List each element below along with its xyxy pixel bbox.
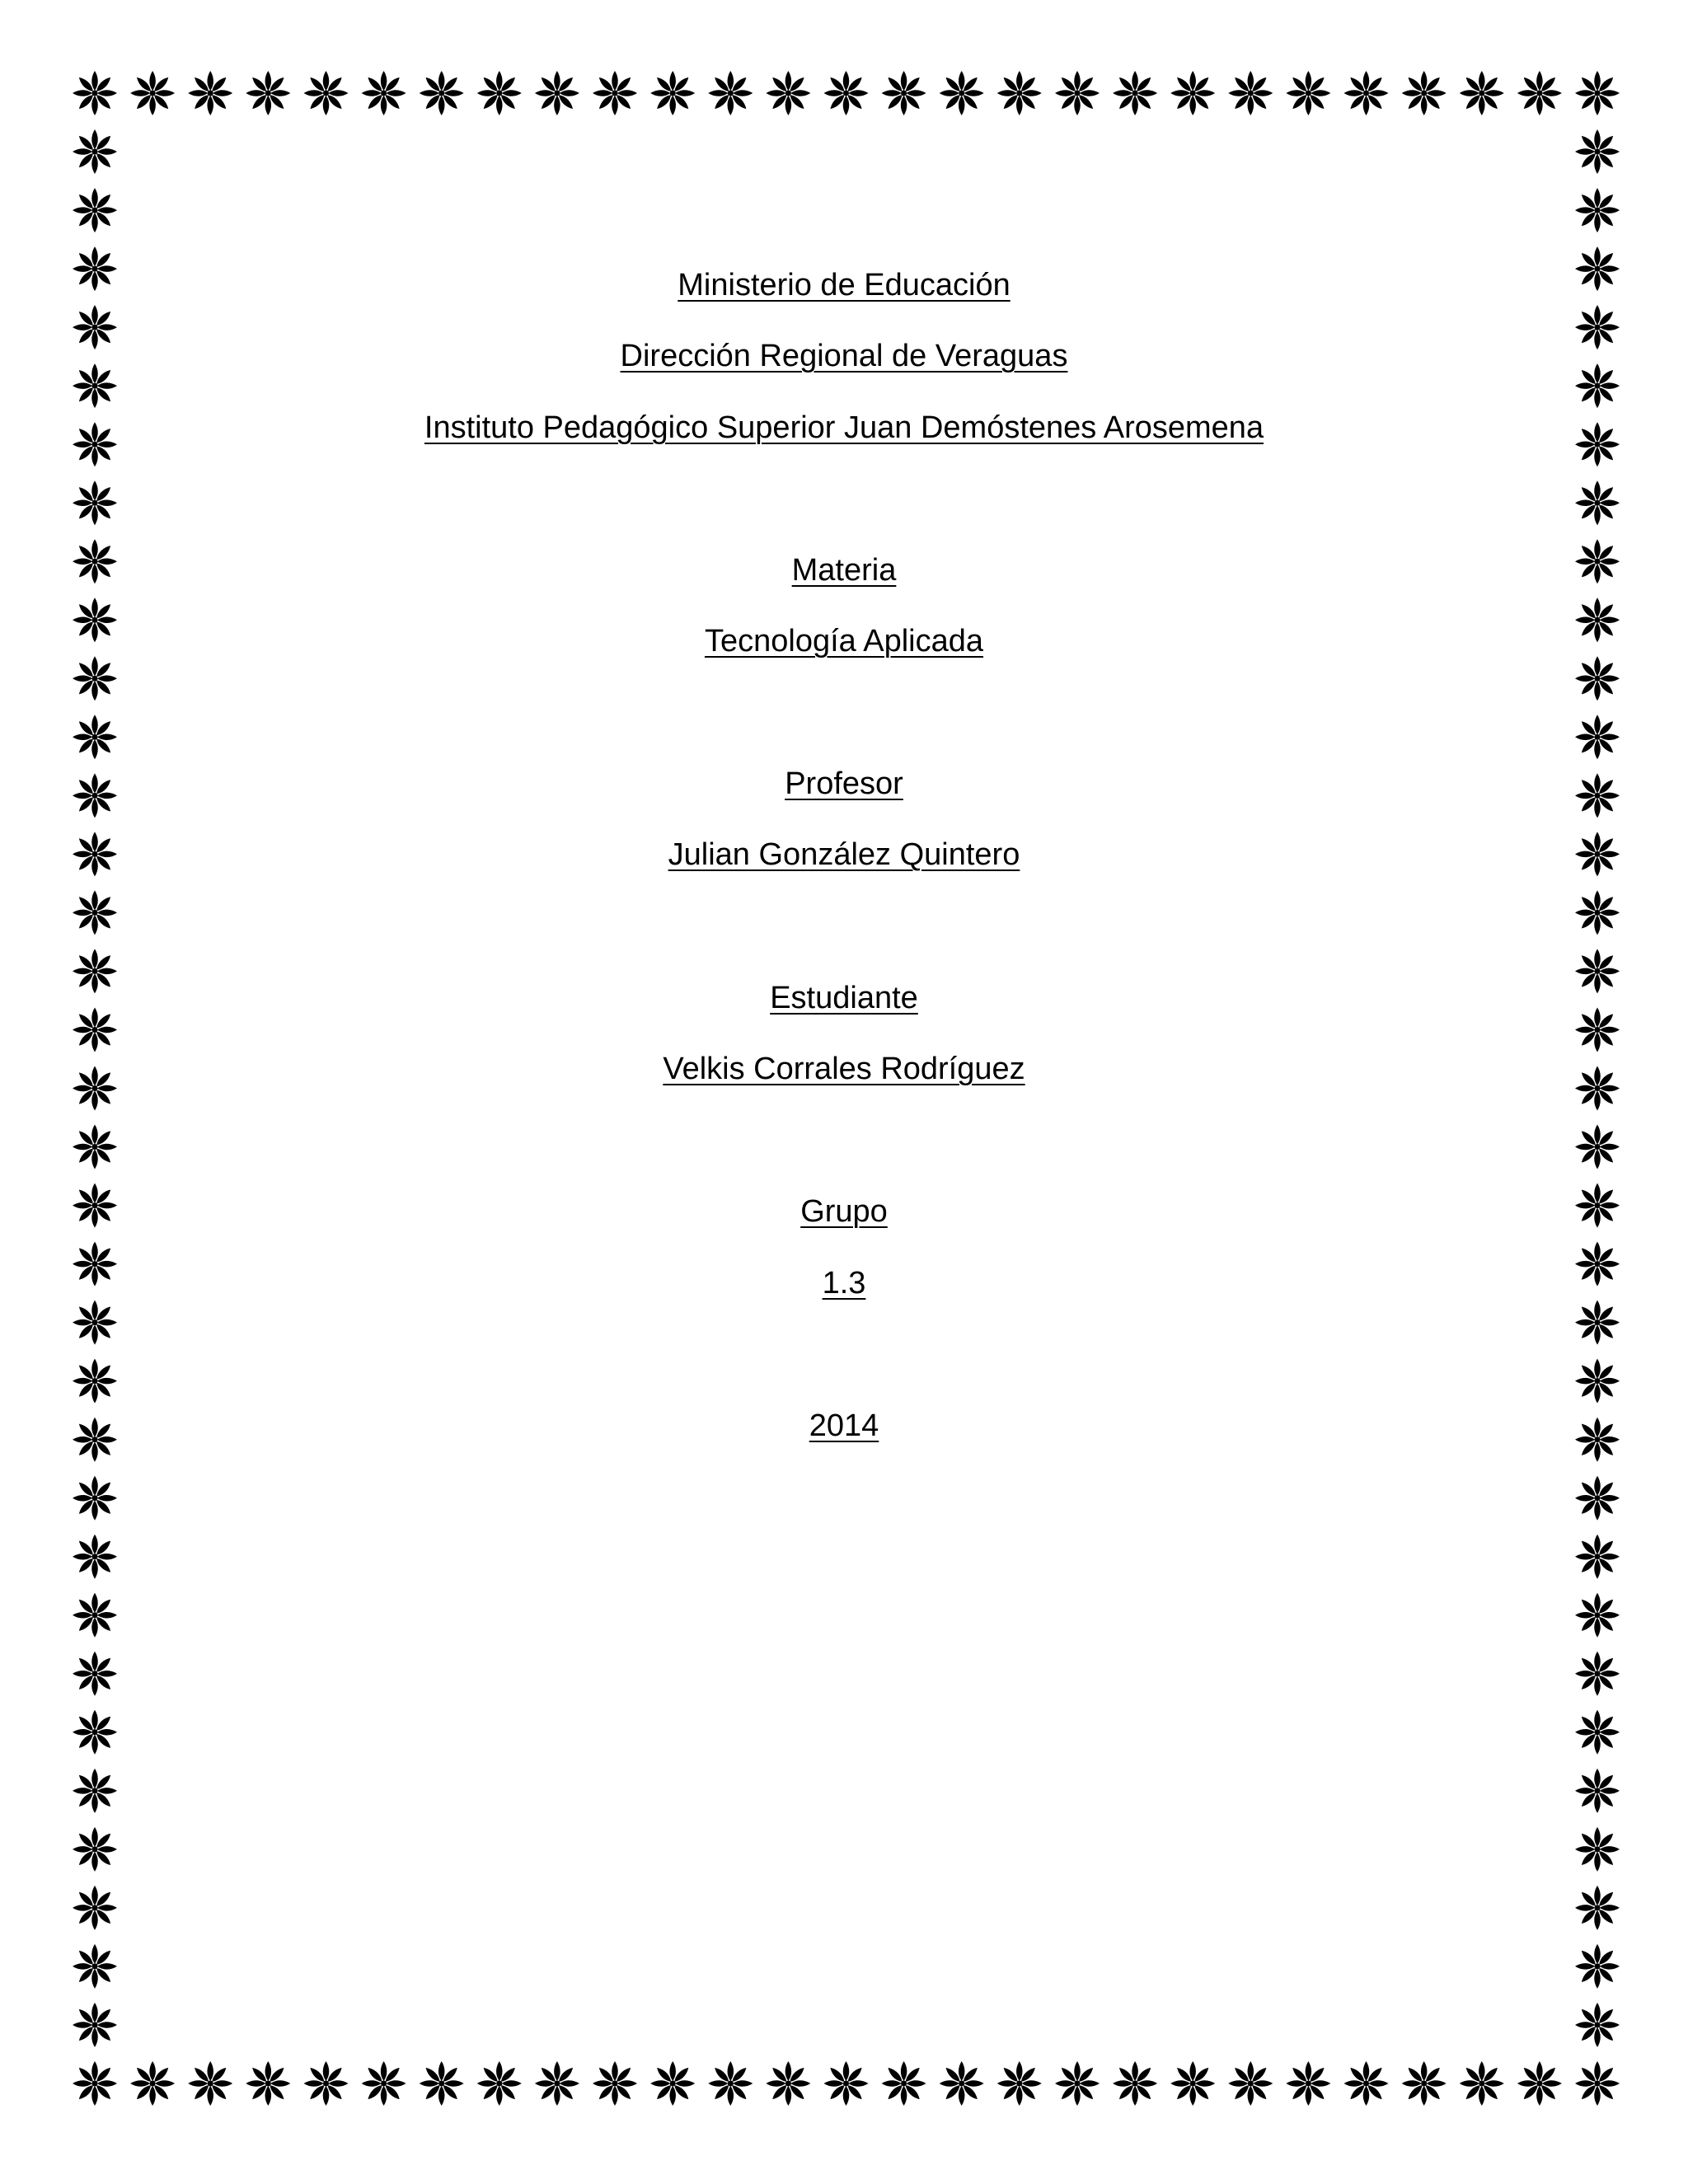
flower-ornament-icon xyxy=(824,2061,869,2106)
flower-ornament-icon xyxy=(477,2061,522,2106)
group-label: Grupo xyxy=(800,1194,888,1229)
flower-ornament-icon xyxy=(1575,715,1620,759)
flower-ornament-icon xyxy=(73,188,117,232)
flower-ornament-icon xyxy=(477,71,522,115)
flower-ornament-icon xyxy=(1055,2061,1100,2106)
flower-ornament-icon xyxy=(73,715,117,759)
flower-ornament-icon xyxy=(73,1476,117,1521)
flower-ornament-icon xyxy=(420,2061,464,2106)
flower-ornament-icon xyxy=(1575,71,1620,115)
flower-ornament-icon xyxy=(882,71,926,115)
flower-ornament-icon xyxy=(73,2003,117,2047)
flower-ornament-icon xyxy=(1575,1944,1620,1989)
flower-ornament-icon xyxy=(246,2061,290,2106)
flower-ornament-icon xyxy=(420,71,464,115)
subject-label-line xyxy=(0,551,1688,590)
group-label-line xyxy=(0,1192,1688,1231)
flower-ornament-icon xyxy=(1402,71,1447,115)
flower-ornament-icon xyxy=(362,71,406,115)
flower-ornament-icon xyxy=(650,71,695,115)
flower-ornament-icon xyxy=(73,1652,117,1696)
flower-ornament-icon xyxy=(1517,2061,1562,2106)
flower-ornament-icon xyxy=(73,656,117,701)
flower-ornament-icon xyxy=(304,2061,349,2106)
flower-ornament-icon xyxy=(1286,2061,1330,2106)
flower-ornament-icon xyxy=(1575,2003,1620,2047)
region-line xyxy=(0,336,1688,376)
flower-ornament-icon xyxy=(304,71,349,115)
flower-ornament-icon xyxy=(1228,71,1273,115)
group-value: 1.3 xyxy=(822,1266,866,1301)
institute-line xyxy=(0,408,1688,448)
teacher-value: Julian González Quintero xyxy=(668,837,1020,872)
group-value-line xyxy=(0,1263,1688,1303)
flower-ornament-icon xyxy=(130,71,175,115)
subject-value-line xyxy=(0,621,1688,661)
subject-value: Tecnología Aplicada xyxy=(704,624,984,658)
teacher-value-line xyxy=(0,835,1688,874)
flower-ornament-icon xyxy=(73,480,117,525)
flower-ornament-icon xyxy=(882,2061,926,2106)
student-label: Estudiante xyxy=(770,981,918,1015)
flower-ornament-icon xyxy=(708,71,753,115)
flower-ornament-icon xyxy=(1113,2061,1157,2106)
student-value: Velkis Corrales Rodríguez xyxy=(663,1052,1025,1086)
flower-ornament-icon xyxy=(1113,71,1157,115)
flower-ornament-icon xyxy=(73,129,117,174)
flower-ornament-icon xyxy=(362,2061,406,2106)
flower-ornament-icon xyxy=(73,2061,117,2106)
flower-ornament-icon xyxy=(73,1301,117,1345)
flower-ornament-icon xyxy=(188,2061,232,2106)
flower-ornament-icon xyxy=(1055,71,1100,115)
year-text: 2014 xyxy=(809,1408,879,1443)
student-label-line xyxy=(0,978,1688,1018)
flower-ornament-icon xyxy=(1228,2061,1273,2106)
flower-ornament-icon xyxy=(1344,2061,1389,2106)
flower-ornament-icon xyxy=(593,71,637,115)
ministry-line xyxy=(0,265,1688,305)
flower-ornament-icon xyxy=(766,71,810,115)
flower-ornament-icon xyxy=(940,71,984,115)
flower-ornament-icon xyxy=(1575,129,1620,174)
teacher-label: Profesor xyxy=(785,766,903,801)
flower-ornament-icon xyxy=(997,71,1042,115)
flower-ornament-icon xyxy=(997,2061,1042,2106)
flower-ornament-icon xyxy=(130,2061,175,2106)
flower-ornament-icon xyxy=(940,2061,984,2106)
flower-ornament-icon xyxy=(824,71,869,115)
flower-ornament-icon xyxy=(73,1944,117,1989)
flower-ornament-icon xyxy=(73,71,117,115)
flower-ornament-icon xyxy=(1460,71,1504,115)
flower-ornament-icon xyxy=(1575,1593,1620,1638)
flower-ornament-icon xyxy=(1575,480,1620,525)
ministry-text: Ministerio de Educación xyxy=(678,268,1010,302)
flower-ornament-icon xyxy=(73,1593,117,1638)
flower-ornament-icon xyxy=(1575,1476,1620,1521)
flower-ornament-icon xyxy=(1170,2061,1215,2106)
flower-ornament-icon xyxy=(1170,71,1215,115)
flower-ornament-icon xyxy=(1402,2061,1447,2106)
flower-ornament-icon xyxy=(1575,1827,1620,1872)
flower-ornament-icon xyxy=(1286,71,1330,115)
flower-ornament-icon xyxy=(73,1827,117,1872)
flower-ornament-icon xyxy=(766,2061,810,2106)
flower-ornament-icon xyxy=(1344,71,1389,115)
flower-ornament-icon xyxy=(1575,1769,1620,1813)
flower-ornament-icon xyxy=(1575,1301,1620,1345)
flower-ornament-icon xyxy=(1575,1125,1620,1169)
flower-ornament-icon xyxy=(188,71,232,115)
flower-ornament-icon xyxy=(73,1886,117,1930)
flower-ornament-icon xyxy=(1575,1886,1620,1930)
flower-ornament-icon xyxy=(593,2061,637,2106)
flower-ornament-icon xyxy=(73,1125,117,1169)
flower-ornament-icon xyxy=(246,71,290,115)
flower-ornament-icon xyxy=(1575,188,1620,232)
teacher-label-line xyxy=(0,764,1688,804)
student-value-line xyxy=(0,1049,1688,1089)
flower-ornament-icon xyxy=(535,71,579,115)
flower-ornament-icon xyxy=(73,890,117,935)
flower-ornament-icon xyxy=(1575,2061,1620,2106)
year-line xyxy=(0,1406,1688,1446)
region-text: Dirección Regional de Veraguas xyxy=(620,339,1068,373)
flower-ornament-icon xyxy=(1575,890,1620,935)
flower-ornament-icon xyxy=(1517,71,1562,115)
subject-label: Materia xyxy=(791,553,897,588)
flower-ornament-icon xyxy=(1575,1535,1620,1579)
flower-ornament-icon xyxy=(1575,1710,1620,1755)
flower-ornament-icon xyxy=(1575,656,1620,701)
flower-ornament-icon xyxy=(708,2061,753,2106)
flower-ornament-icon xyxy=(535,2061,579,2106)
flower-ornament-icon xyxy=(73,1359,117,1404)
flower-ornament-icon xyxy=(650,2061,695,2106)
flower-ornament-icon xyxy=(73,1535,117,1579)
flower-ornament-icon xyxy=(73,1769,117,1813)
flower-ornament-icon xyxy=(1575,1652,1620,1696)
flower-ornament-icon xyxy=(73,1710,117,1755)
institute-text: Instituto Pedagógico Superior Juan Demóstenes Arosemena xyxy=(424,410,1264,445)
flower-ornament-icon xyxy=(1460,2061,1504,2106)
flower-ornament-icon xyxy=(1575,1359,1620,1404)
